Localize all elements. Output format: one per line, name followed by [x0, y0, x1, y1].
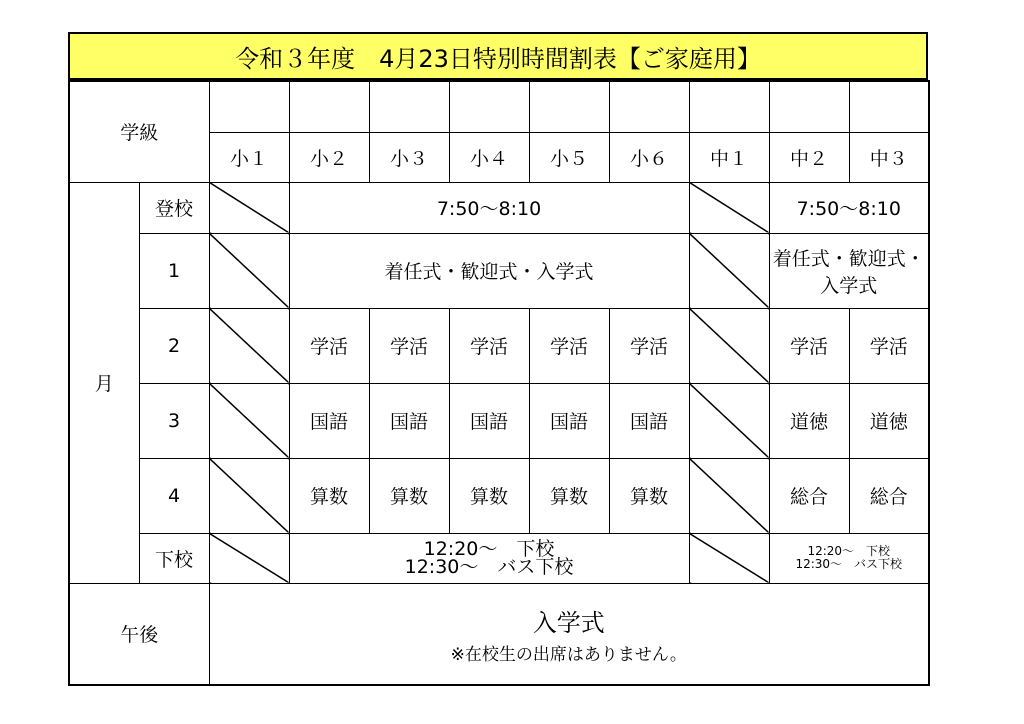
class-header-chu2: 中２ — [769, 132, 849, 182]
blank-header-cell — [689, 81, 769, 132]
blank-header-cell — [369, 81, 449, 132]
class-header-sho4: 小４ — [449, 132, 529, 182]
day-label: 月 — [69, 182, 139, 583]
slash-cell — [689, 458, 769, 533]
p3-subject-cell: 国語 — [369, 383, 449, 458]
blank-header-cell — [209, 81, 289, 132]
class-header-sho3: 小３ — [369, 132, 449, 182]
p3-subject-cell: 道徳 — [849, 383, 929, 458]
class-header-sho2: 小２ — [289, 132, 369, 182]
geko-junior-line2: 12:30〜 バス下校 — [795, 557, 903, 571]
slash-cell — [689, 233, 769, 308]
p2-subject-cell: 学活 — [449, 308, 529, 383]
p2-subject-cell: 学活 — [289, 308, 369, 383]
afternoon-label: 午後 — [69, 583, 209, 685]
p3-subject-cell: 国語 — [449, 383, 529, 458]
p3-subject-cell: 国語 — [609, 383, 689, 458]
geko-elementary-line1: 12:20〜 下校 — [423, 538, 555, 560]
slash-cell — [209, 182, 289, 233]
geko-elementary — [289, 533, 689, 583]
geko-junior — [769, 533, 929, 583]
p4-subject-cell: 総合 — [769, 458, 849, 533]
p3-subject-cell: 国語 — [529, 383, 609, 458]
slash-cell — [209, 533, 289, 583]
geko-junior-line1: 12:20〜 下校 — [807, 544, 891, 558]
class-header-sho6: 小６ — [609, 132, 689, 182]
p2-subject-cell: 学活 — [849, 308, 929, 383]
p2-subject-cell: 学活 — [529, 308, 609, 383]
p1-elementary: 着任式・歓迎式・入学式 — [289, 233, 689, 308]
p3-subject-cell: 国語 — [289, 383, 369, 458]
blank-header-cell — [769, 81, 849, 132]
p4-subject-cell: 総合 — [849, 458, 929, 533]
blank-header-cell — [449, 81, 529, 132]
p2-subject-cell: 学活 — [369, 308, 449, 383]
p3-subject-cell: 道徳 — [769, 383, 849, 458]
row-label-p3: 3 — [139, 383, 209, 458]
class-header-sho5: 小５ — [529, 132, 609, 182]
class-header-sho1: 小１ — [209, 132, 289, 182]
blank-header-cell — [609, 81, 689, 132]
slash-cell — [689, 533, 769, 583]
slash-cell — [689, 182, 769, 233]
blank-header-cell — [849, 81, 929, 132]
slash-cell — [209, 383, 289, 458]
geko-elementary-line2: 12:30〜 バス下校 — [404, 556, 574, 578]
p1-junior: 着任式・歓迎式・入学式 — [769, 233, 929, 308]
row-label-geko: 下校 — [139, 533, 209, 583]
row-label-toko: 登校 — [139, 182, 209, 233]
row-label-p4: 4 — [139, 458, 209, 533]
class-header-chu1: 中１ — [689, 132, 769, 182]
timetable — [68, 80, 930, 686]
toko-time-junior: 7:50〜8:10 — [769, 182, 929, 233]
toko-time-elementary: 7:50〜8:10 — [289, 182, 689, 233]
slash-cell — [689, 308, 769, 383]
slash-cell — [209, 233, 289, 308]
p4-subject-cell: 算数 — [449, 458, 529, 533]
page-title: 令和３年度 4月23日特別時間割表【ご家庭用】 — [68, 32, 928, 80]
blank-header-cell — [529, 81, 609, 132]
p4-subject-cell: 算数 — [609, 458, 689, 533]
slash-cell — [209, 458, 289, 533]
class-header-chu3: 中３ — [849, 132, 929, 182]
slash-cell — [689, 383, 769, 458]
p4-subject-cell: 算数 — [529, 458, 609, 533]
afternoon-main: 入学式 — [532, 608, 605, 637]
blank-header-cell — [289, 81, 369, 132]
p4-subject-cell: 算数 — [289, 458, 369, 533]
p2-subject-cell: 学活 — [609, 308, 689, 383]
p2-subject-cell: 学活 — [769, 308, 849, 383]
afternoon-content — [209, 583, 929, 685]
afternoon-note: ※在校生の出席はありません。 — [450, 644, 687, 665]
row-label-p1: 1 — [139, 233, 209, 308]
gakkyu-header: 学級 — [69, 81, 209, 182]
slash-cell — [209, 308, 289, 383]
row-label-p2: 2 — [139, 308, 209, 383]
p4-subject-cell: 算数 — [369, 458, 449, 533]
